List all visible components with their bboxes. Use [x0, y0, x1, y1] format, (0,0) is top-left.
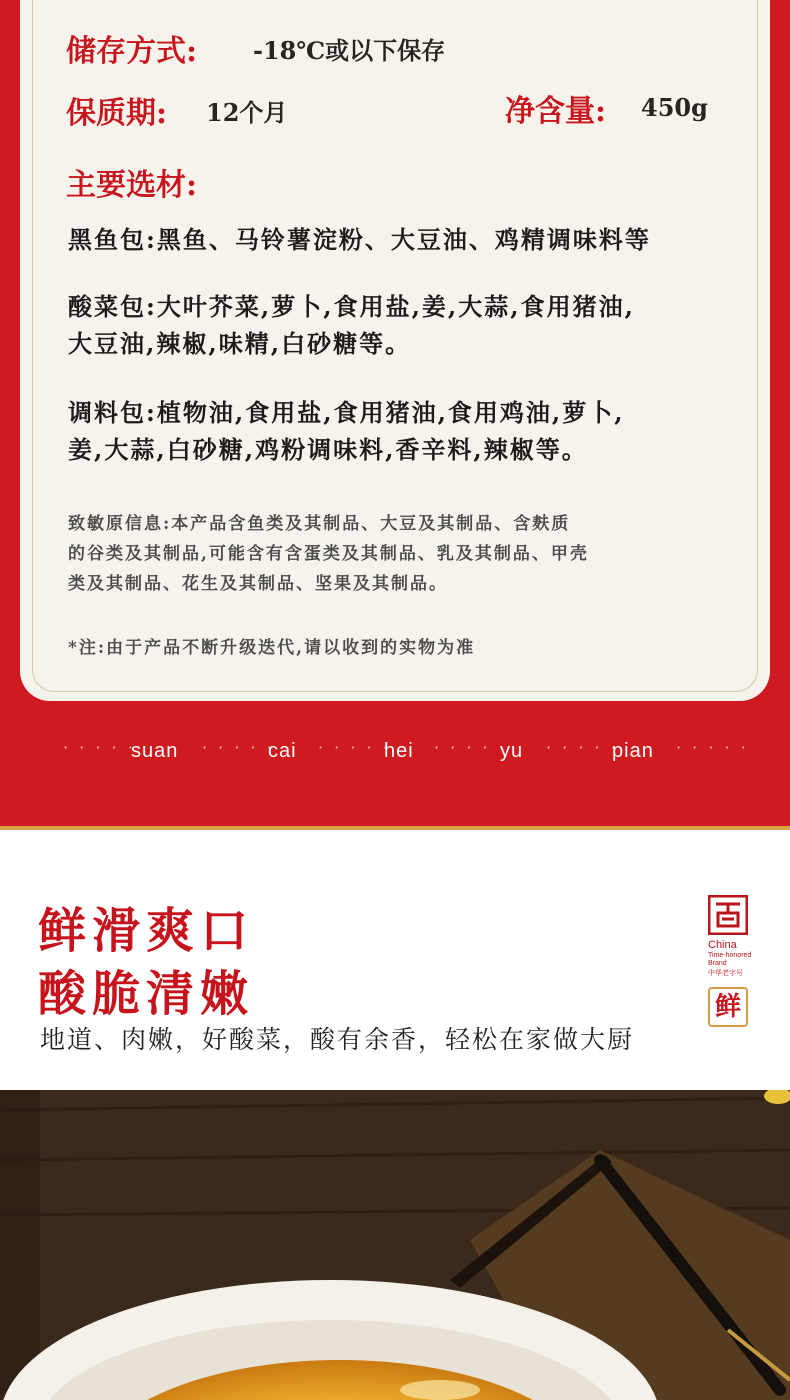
dots-separator: · · · · · — [63, 738, 136, 757]
badge-brand: Brand — [708, 960, 727, 967]
pinyin-strip — [0, 738, 790, 768]
disclaimer-note: *注:由于产品不断升级迭代,请以收到的实物为准 — [68, 638, 476, 658]
slogan-line2: 酸脆清嫩 — [38, 966, 255, 1022]
badge-china: China — [708, 939, 737, 951]
allergen-line3: 类及其制品、花生及其制品、坚果及其制品。 — [68, 574, 448, 594]
pinyin-pian: pian — [612, 740, 654, 762]
dots-separator: · · · · · — [676, 738, 749, 757]
storage-label: 储存方式: — [66, 34, 198, 69]
dots-separator: · · · · · — [318, 738, 391, 757]
fish-pack-ingredients: 黑鱼包:黑鱼、马铃薯淀粉、大豆油、鸡精调味料等 — [68, 225, 651, 254]
allergen-line2: 的谷类及其制品,可能含有含蛋类及其制品、乳及其制品、甲壳 — [68, 544, 589, 564]
storage-value: -18℃或以下保存 — [253, 36, 446, 65]
slogan-subtitle: 地道、肉嫩，好酸菜，酸有余香，轻松在家做大厨 — [40, 1025, 635, 1054]
dish-illustration — [0, 1090, 790, 1400]
pinyin-yu: yu — [500, 740, 524, 762]
dots-separator: · · · · · — [434, 738, 507, 757]
seasoning-pack-line2: 姜,大蒜,白砂糖,鸡粉调味料,香辛料,辣椒等。 — [68, 435, 588, 464]
shelf-life-label: 保质期: — [66, 96, 168, 131]
sauerkraut-pack-line1: 酸菜包:大叶芥菜,萝卜,食用盐,姜,大蒜,食用猪油, — [68, 292, 635, 321]
seasoning-pack-line1: 调料包:植物油,食用盐,食用猪油,食用鸡油,萝卜, — [68, 398, 625, 427]
net-content-value: 450g — [641, 93, 708, 122]
food-photo — [0, 1090, 790, 1400]
net-content-label: 净含量: — [505, 94, 607, 129]
dots-separator: · · · · · — [546, 738, 619, 757]
pinyin-suan: suan — [131, 740, 179, 762]
dots-separator: · · · · · — [202, 738, 275, 757]
ingredients-heading: 主要选材: — [66, 168, 198, 203]
badge-time-honored: Time-honored — [708, 952, 752, 959]
time-honored-brand-logo-icon — [708, 895, 748, 935]
pinyin-cai: cai — [268, 740, 297, 762]
pinyin-hei: hei — [384, 740, 414, 762]
badge-cn: 中华老字号 — [708, 969, 743, 977]
fresh-seal-icon: 鲜 — [708, 987, 748, 1027]
gold-divider — [0, 826, 790, 830]
sauerkraut-pack-line2: 大豆油,辣椒,味精,白砂糖等。 — [68, 329, 412, 358]
allergen-line1: 致敏原信息:本产品含鱼类及其制品、大豆及其制品、含麸质 — [68, 514, 571, 534]
slogan-line1: 鲜滑爽口 — [38, 903, 255, 959]
shelf-life-value: 12个月 — [206, 98, 288, 127]
